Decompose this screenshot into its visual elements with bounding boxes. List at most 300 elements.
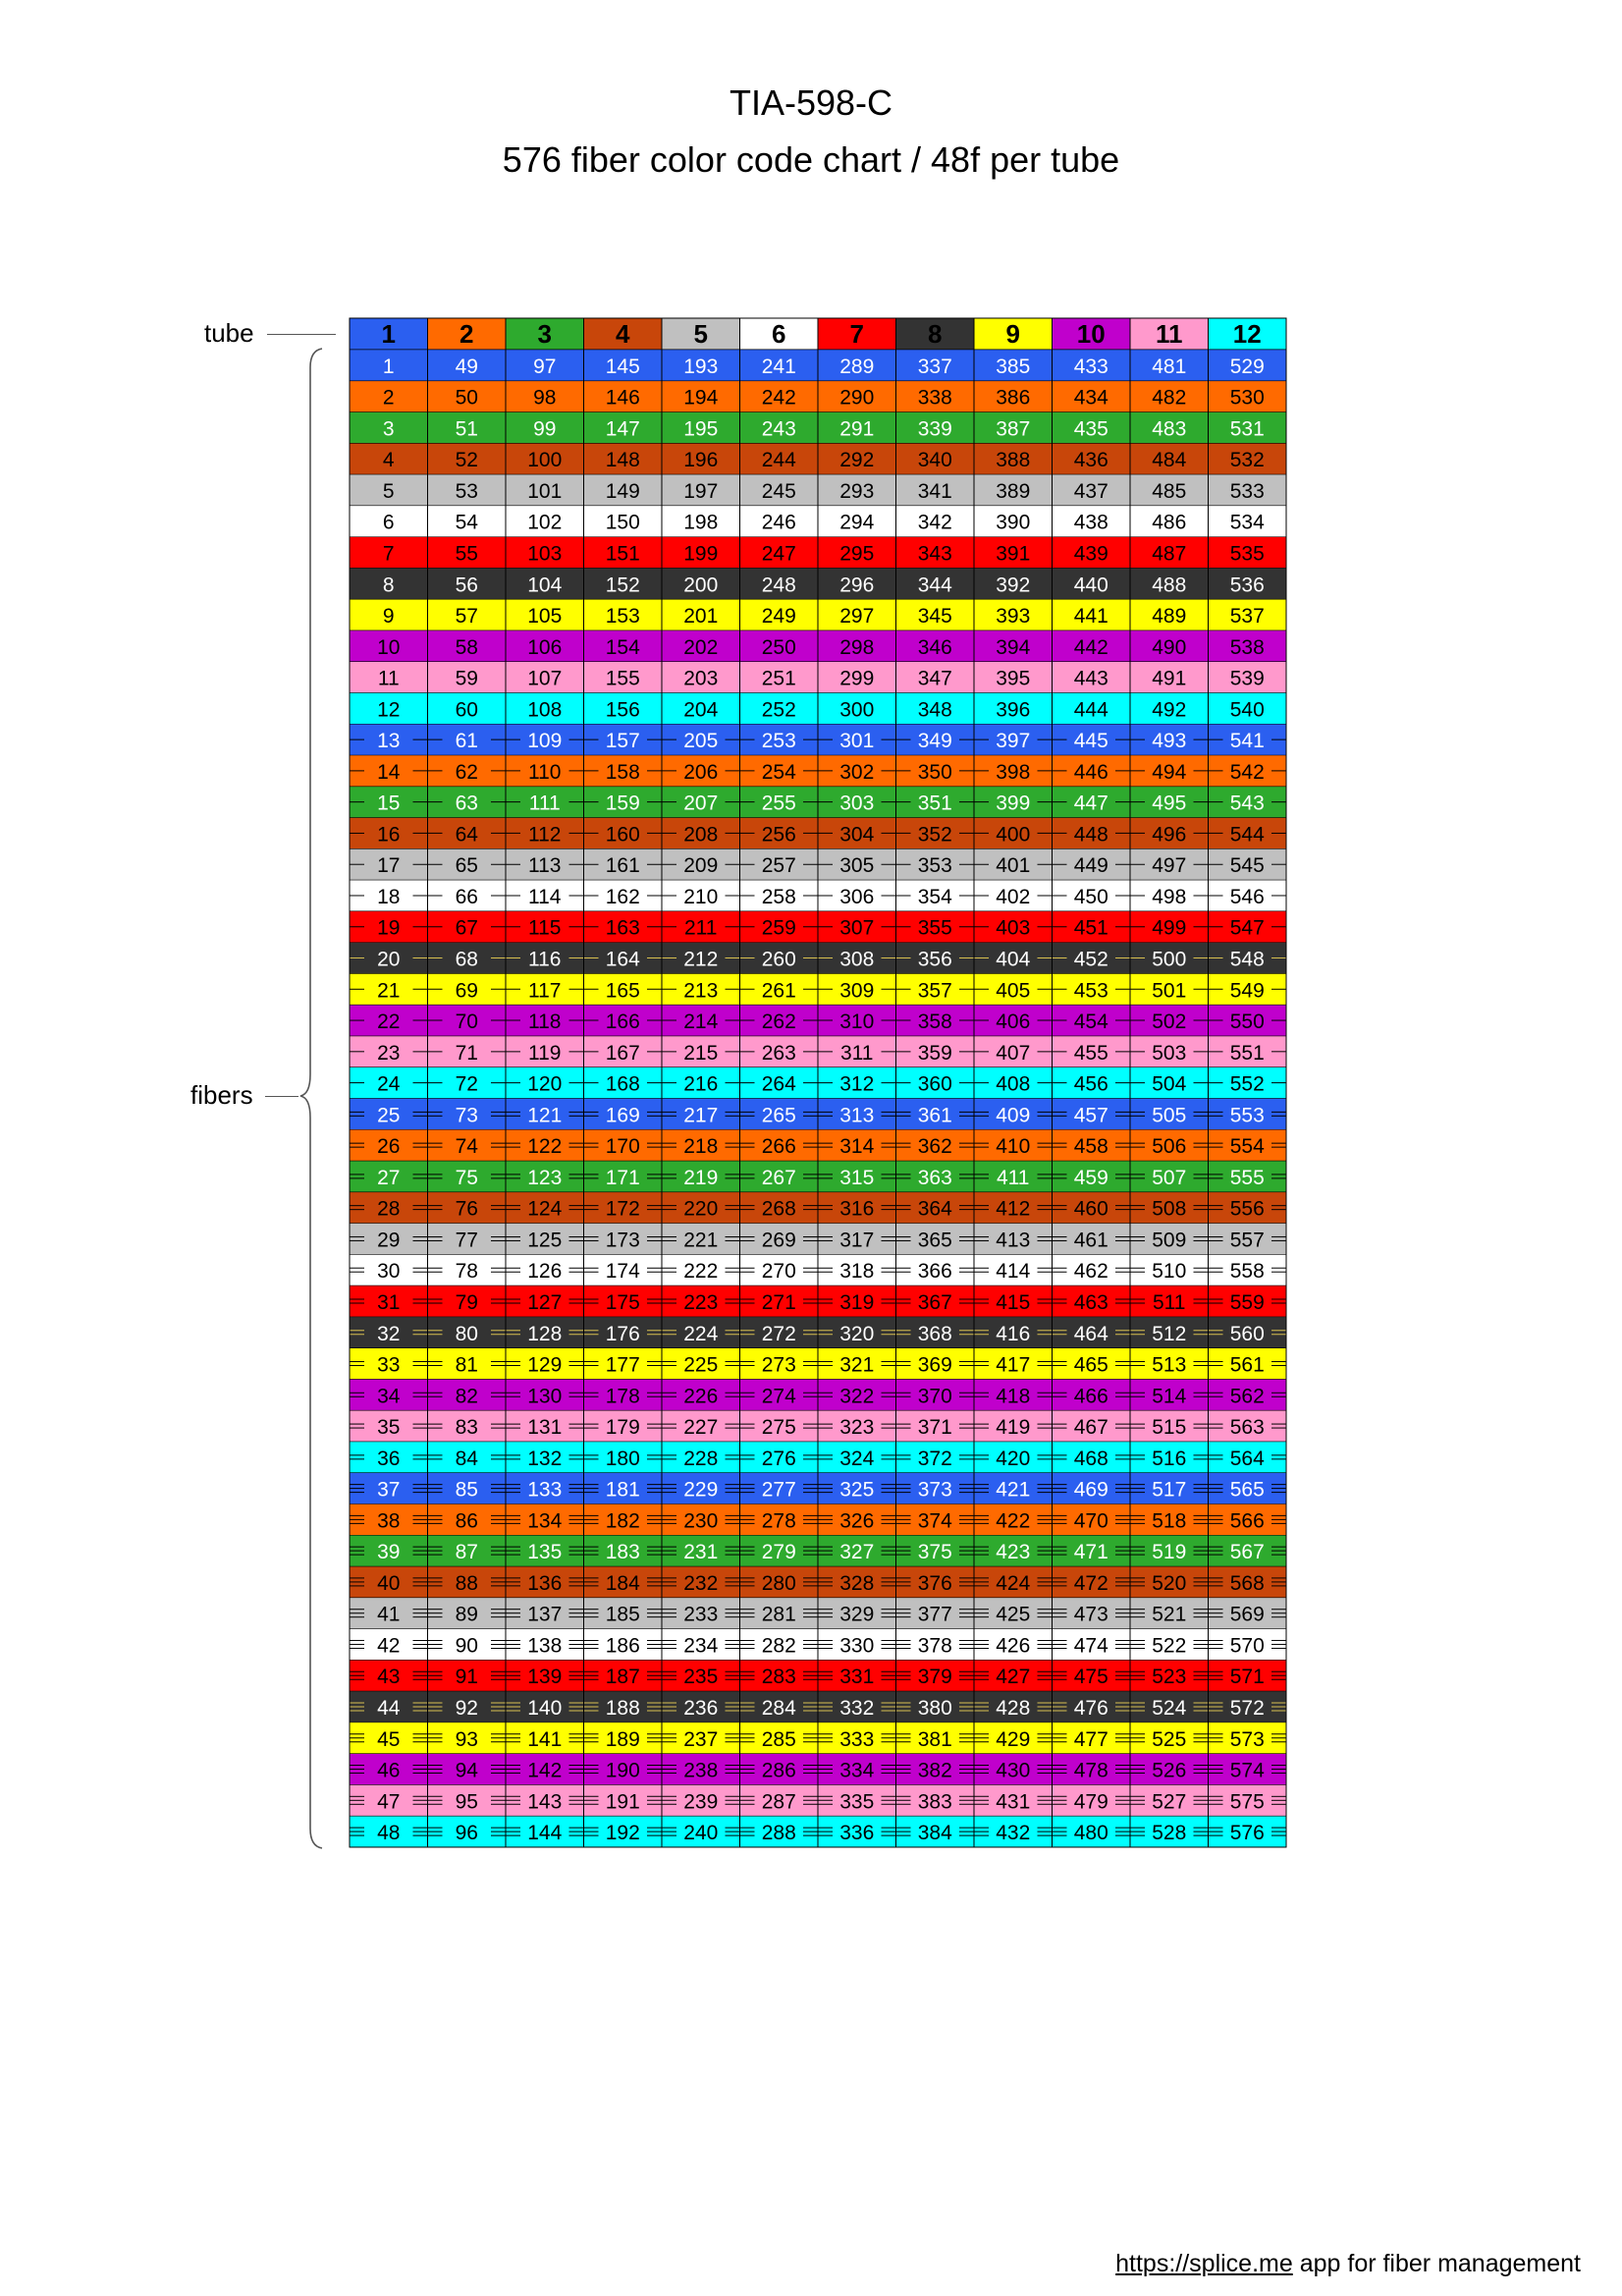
fiber-number: 444 xyxy=(1073,698,1108,722)
tube-number: 6 xyxy=(772,319,786,349)
fiber-number: 81 xyxy=(455,1353,478,1377)
fiber-number: 117 xyxy=(528,979,562,1003)
tube-number: 1 xyxy=(381,319,396,349)
fiber-number: 359 xyxy=(917,1041,952,1065)
fiber-number: 513 xyxy=(1152,1353,1187,1377)
fiber-number: 300 xyxy=(839,698,875,722)
fiber-number: 501 xyxy=(1152,979,1187,1003)
fiber-number: 186 xyxy=(605,1634,640,1658)
fiber-number: 305 xyxy=(839,854,875,878)
fiber-number: 203 xyxy=(683,667,719,690)
fiber-number: 285 xyxy=(761,1727,796,1751)
fiber-number: 352 xyxy=(917,823,952,847)
fiber-number: 76 xyxy=(455,1197,478,1221)
fiber-number: 82 xyxy=(455,1385,478,1408)
fiber-number: 334 xyxy=(839,1759,875,1782)
fiber-number: 482 xyxy=(1152,386,1187,410)
fiber-number: 42 xyxy=(377,1634,401,1658)
tube-number: 10 xyxy=(1076,319,1106,349)
fiber-number: 478 xyxy=(1073,1759,1108,1782)
fiber-number: 374 xyxy=(917,1509,952,1533)
fiber-number: 439 xyxy=(1073,542,1108,566)
fiber-number: 200 xyxy=(683,574,719,597)
fiber-number: 60 xyxy=(455,698,478,722)
fiber-number: 41 xyxy=(377,1603,401,1626)
fiber-number: 74 xyxy=(455,1135,478,1159)
fiber-number: 244 xyxy=(761,449,796,472)
fiber-number: 155 xyxy=(605,667,640,690)
fiber-number: 386 xyxy=(996,386,1031,410)
fiber-number: 53 xyxy=(455,479,478,503)
fiber-number: 193 xyxy=(683,355,719,378)
fiber-number: 209 xyxy=(683,854,719,878)
footer-link[interactable]: https://splice.me xyxy=(1115,2250,1293,2277)
fiber-number: 467 xyxy=(1073,1416,1108,1440)
fiber-number: 139 xyxy=(527,1666,563,1689)
fiber-number: 494 xyxy=(1152,760,1187,784)
fiber-number: 544 xyxy=(1229,823,1265,847)
fiber-number: 149 xyxy=(605,479,640,503)
fiber-number: 293 xyxy=(839,479,875,503)
fiber-number: 54 xyxy=(455,511,478,534)
fiber-number: 119 xyxy=(528,1041,562,1065)
fiber-number: 566 xyxy=(1229,1509,1265,1533)
fiber-number: 282 xyxy=(761,1634,796,1658)
fiber-number: 408 xyxy=(996,1072,1031,1096)
fiber-number: 204 xyxy=(683,698,719,722)
fiber-number: 1 xyxy=(382,355,395,378)
fiber-number: 372 xyxy=(917,1447,952,1470)
fiber-number: 98 xyxy=(533,386,557,410)
fiber-number: 410 xyxy=(996,1135,1031,1159)
fiber-number: 460 xyxy=(1073,1197,1108,1221)
fibers-leader-line xyxy=(265,1096,298,1097)
fiber-number: 133 xyxy=(527,1478,563,1502)
fiber-number: 170 xyxy=(605,1135,640,1159)
fiber-number: 171 xyxy=(605,1166,640,1189)
fiber-number: 249 xyxy=(761,605,796,629)
fiber-number: 349 xyxy=(917,730,952,753)
fiber-number: 315 xyxy=(839,1166,875,1189)
fiber-number: 242 xyxy=(761,386,796,410)
fiber-number: 259 xyxy=(761,916,796,940)
fiber-number: 527 xyxy=(1152,1790,1187,1814)
fiber-number: 216 xyxy=(683,1072,719,1096)
fiber-number: 388 xyxy=(996,449,1031,472)
fiber-number: 56 xyxy=(455,574,478,597)
fiber-number: 304 xyxy=(839,823,875,847)
fibers-label: fibers xyxy=(190,1080,253,1110)
fiber-number: 434 xyxy=(1073,386,1108,410)
fiber-number: 405 xyxy=(996,979,1031,1003)
fiber-number: 239 xyxy=(683,1790,719,1814)
fiber-number: 89 xyxy=(455,1603,478,1626)
fiber-number: 448 xyxy=(1073,823,1108,847)
fiber-number: 521 xyxy=(1152,1603,1187,1626)
fiber-number: 288 xyxy=(761,1822,796,1845)
fiber-number: 400 xyxy=(996,823,1031,847)
fibers-brace xyxy=(295,348,324,1850)
fiber-number: 453 xyxy=(1073,979,1108,1003)
fiber-number: 128 xyxy=(527,1322,563,1345)
fiber-number: 40 xyxy=(377,1571,401,1595)
fiber-number: 163 xyxy=(605,916,640,940)
fiber-number: 545 xyxy=(1229,854,1265,878)
fiber-number: 156 xyxy=(605,698,640,722)
fiber-number: 339 xyxy=(917,417,952,441)
fiber-number: 69 xyxy=(455,979,478,1003)
fiber-number: 112 xyxy=(528,823,562,847)
fiber-number: 188 xyxy=(605,1696,640,1720)
fiber-number: 557 xyxy=(1229,1229,1265,1252)
fiber-number: 560 xyxy=(1229,1322,1265,1345)
fiber-number: 412 xyxy=(996,1197,1031,1221)
fiber-number: 336 xyxy=(839,1822,875,1845)
fiber-number: 262 xyxy=(761,1011,796,1034)
fiber-number: 110 xyxy=(528,760,562,784)
fiber-number: 18 xyxy=(377,885,401,908)
fiber-number: 387 xyxy=(996,417,1031,441)
fiber-number: 121 xyxy=(527,1104,563,1127)
fiber-number: 504 xyxy=(1152,1072,1187,1096)
fiber-number: 236 xyxy=(683,1696,719,1720)
fiber-number: 569 xyxy=(1229,1603,1265,1626)
fiber-number: 307 xyxy=(839,916,875,940)
fiber-number: 382 xyxy=(917,1759,952,1782)
fiber-number: 568 xyxy=(1229,1571,1265,1595)
fiber-number: 357 xyxy=(917,979,952,1003)
fiber-number: 113 xyxy=(528,854,562,878)
fiber-number: 340 xyxy=(917,449,952,472)
fiber-number: 220 xyxy=(683,1197,719,1221)
fiber-number: 508 xyxy=(1152,1197,1187,1221)
fiber-number: 514 xyxy=(1152,1385,1187,1408)
fiber-number: 510 xyxy=(1152,1260,1187,1284)
fiber-number: 351 xyxy=(917,792,952,815)
fiber-number: 8 xyxy=(382,574,395,597)
fiber-number: 555 xyxy=(1229,1166,1265,1189)
fiber-number: 558 xyxy=(1229,1260,1265,1284)
fiber-number: 77 xyxy=(455,1229,478,1252)
fiber-number: 104 xyxy=(527,574,563,597)
fiber-number: 500 xyxy=(1152,948,1187,971)
fiber-number: 486 xyxy=(1152,511,1187,534)
fiber-number: 424 xyxy=(996,1571,1031,1595)
fiber-number: 389 xyxy=(996,479,1031,503)
fiber-number: 489 xyxy=(1152,605,1187,629)
fiber-number: 481 xyxy=(1152,355,1187,378)
fiber-number: 192 xyxy=(605,1822,640,1845)
fiber-number: 464 xyxy=(1073,1322,1108,1345)
fiber-number: 131 xyxy=(527,1416,563,1440)
fiber-number: 418 xyxy=(996,1385,1031,1408)
fiber-number: 105 xyxy=(527,605,563,629)
fiber-number: 37 xyxy=(377,1478,401,1502)
fiber-number: 574 xyxy=(1229,1759,1265,1782)
fiber-number: 396 xyxy=(996,698,1031,722)
fiber-number: 26 xyxy=(377,1135,401,1159)
fiber-number: 309 xyxy=(839,979,875,1003)
fiber-number: 48 xyxy=(377,1822,401,1845)
fiber-number: 6 xyxy=(382,511,395,534)
fiber-number: 341 xyxy=(917,479,952,503)
fiber-number: 438 xyxy=(1073,511,1108,534)
fiber-number: 541 xyxy=(1229,730,1265,753)
fiber-number: 250 xyxy=(761,635,796,659)
fiber-number: 211 xyxy=(684,916,718,940)
fiber-number: 563 xyxy=(1229,1416,1265,1440)
fiber-number: 308 xyxy=(839,948,875,971)
page-subtitle: 576 fiber color code chart / 48f per tube xyxy=(502,139,1120,180)
fiber-number: 191 xyxy=(605,1790,640,1814)
fiber-number: 446 xyxy=(1073,760,1108,784)
fiber-number: 141 xyxy=(527,1727,563,1751)
fiber-number: 23 xyxy=(377,1041,401,1065)
fiber-number: 296 xyxy=(839,574,875,597)
fiber-number: 496 xyxy=(1152,823,1187,847)
fiber-number: 145 xyxy=(605,355,640,378)
fiber-number: 253 xyxy=(761,730,796,753)
fiber-number: 162 xyxy=(605,885,640,908)
fiber-number: 196 xyxy=(683,449,719,472)
fiber-number: 456 xyxy=(1073,1072,1108,1096)
fiber-number: 384 xyxy=(917,1822,952,1845)
fiber-number: 66 xyxy=(455,885,478,908)
fiber-number: 290 xyxy=(839,386,875,410)
fiber-number: 108 xyxy=(527,698,563,722)
fiber-number: 222 xyxy=(683,1260,719,1284)
fiber-number: 100 xyxy=(527,449,563,472)
fiber-number: 215 xyxy=(683,1041,719,1065)
fiber-number: 2 xyxy=(382,386,395,410)
fiber-number: 428 xyxy=(996,1696,1031,1720)
fiber-number: 17 xyxy=(377,854,401,878)
fiber-number: 166 xyxy=(605,1011,640,1034)
fiber-number: 157 xyxy=(605,730,640,753)
fiber-number: 45 xyxy=(377,1727,401,1751)
fiber-number: 32 xyxy=(377,1322,401,1345)
fiber-number: 150 xyxy=(605,511,640,534)
fiber-number: 58 xyxy=(455,635,478,659)
fiber-number: 463 xyxy=(1073,1290,1108,1314)
fiber-number: 178 xyxy=(605,1385,640,1408)
fiber-number: 409 xyxy=(996,1104,1031,1127)
fiber-number: 176 xyxy=(605,1322,640,1345)
fiber-number: 347 xyxy=(917,667,952,690)
fiber-number: 195 xyxy=(683,417,719,441)
fiber-number: 276 xyxy=(761,1447,796,1470)
fiber-number: 208 xyxy=(683,823,719,847)
fiber-number: 161 xyxy=(605,854,640,878)
fiber-number: 65 xyxy=(455,854,478,878)
fiber-number: 416 xyxy=(996,1322,1031,1345)
fiber-number: 179 xyxy=(605,1416,640,1440)
fiber-number: 361 xyxy=(917,1104,952,1127)
fiber-number: 180 xyxy=(605,1447,640,1470)
fiber-number: 435 xyxy=(1073,417,1108,441)
fiber-number: 483 xyxy=(1152,417,1187,441)
fiber-number: 523 xyxy=(1152,1666,1187,1689)
fiber-number: 526 xyxy=(1152,1759,1187,1782)
fiber-number: 134 xyxy=(527,1509,563,1533)
fiber-number: 201 xyxy=(683,605,719,629)
fiber-number: 102 xyxy=(527,511,563,534)
fiber-number: 519 xyxy=(1152,1541,1187,1564)
fiber-number: 471 xyxy=(1073,1541,1108,1564)
fiber-number: 103 xyxy=(527,542,563,566)
fiber-number: 368 xyxy=(917,1322,952,1345)
fiber-number: 164 xyxy=(605,948,640,971)
fiber-number: 143 xyxy=(527,1790,563,1814)
fiber-number: 194 xyxy=(683,386,719,410)
fiber-number: 572 xyxy=(1229,1696,1265,1720)
fiber-number: 312 xyxy=(839,1072,875,1096)
fiber-number: 350 xyxy=(917,760,952,784)
fiber-number: 524 xyxy=(1152,1696,1187,1720)
fiber-number: 115 xyxy=(528,916,562,940)
fiber-number: 85 xyxy=(455,1478,478,1502)
fiber-number: 270 xyxy=(761,1260,796,1284)
fiber-number: 120 xyxy=(527,1072,563,1096)
page-title: TIA-598-C xyxy=(729,82,893,123)
fiber-number: 49 xyxy=(455,355,478,378)
fiber-number: 230 xyxy=(683,1509,719,1533)
fiber-number: 346 xyxy=(917,635,952,659)
fiber-number: 520 xyxy=(1152,1571,1187,1595)
fiber-number: 394 xyxy=(996,635,1031,659)
fiber-number: 12 xyxy=(377,698,401,722)
fiber-number: 30 xyxy=(377,1260,401,1284)
fiber-number: 344 xyxy=(917,574,952,597)
fiber-number: 232 xyxy=(683,1571,719,1595)
fiber-number: 130 xyxy=(527,1385,563,1408)
fiber-number: 330 xyxy=(839,1634,875,1658)
fiber-number: 353 xyxy=(917,854,952,878)
fiber-number: 454 xyxy=(1073,1011,1108,1034)
fiber-number: 433 xyxy=(1073,355,1108,378)
fiber-number: 84 xyxy=(455,1447,478,1470)
fiber-number: 442 xyxy=(1073,635,1108,659)
fiber-number: 469 xyxy=(1073,1478,1108,1502)
fiber-number: 248 xyxy=(761,574,796,597)
fiber-number: 484 xyxy=(1152,449,1187,472)
fiber-number: 116 xyxy=(528,948,562,971)
fiber-number: 539 xyxy=(1229,667,1265,690)
fiber-number: 490 xyxy=(1152,635,1187,659)
fiber-number: 138 xyxy=(527,1634,563,1658)
fiber-number: 92 xyxy=(455,1696,478,1720)
fiber-number: 72 xyxy=(455,1072,478,1096)
fiber-number: 68 xyxy=(455,948,478,971)
fiber-number: 517 xyxy=(1152,1478,1187,1502)
fiber-number: 148 xyxy=(605,449,640,472)
fiber-number: 146 xyxy=(605,386,640,410)
fiber-number: 465 xyxy=(1073,1353,1108,1377)
fiber-number: 419 xyxy=(996,1416,1031,1440)
tube-number: 5 xyxy=(693,319,708,349)
tube-number: 3 xyxy=(537,319,552,349)
fiber-number: 78 xyxy=(455,1260,478,1284)
fiber-number: 91 xyxy=(455,1666,478,1689)
fiber-number: 122 xyxy=(527,1135,563,1159)
fiber-number: 485 xyxy=(1152,479,1187,503)
fiber-number: 575 xyxy=(1229,1790,1265,1814)
fiber-number: 411 xyxy=(997,1166,1030,1189)
tube-number: 4 xyxy=(616,319,630,349)
fiber-number: 233 xyxy=(683,1603,719,1626)
fiber-number: 354 xyxy=(917,885,952,908)
fiber-number: 369 xyxy=(917,1353,952,1377)
fiber-number: 432 xyxy=(996,1822,1031,1845)
fiber-number: 343 xyxy=(917,542,952,566)
fiber-number: 75 xyxy=(455,1166,478,1189)
fiber-number: 227 xyxy=(683,1416,719,1440)
fiber-number: 22 xyxy=(377,1011,401,1034)
fiber-number: 231 xyxy=(683,1541,719,1564)
fiber-number: 137 xyxy=(527,1603,563,1626)
fiber-number: 39 xyxy=(377,1541,401,1564)
fiber-number: 96 xyxy=(455,1822,478,1845)
fiber-number: 392 xyxy=(996,574,1031,597)
fiber-number: 449 xyxy=(1073,854,1108,878)
fiber-number: 189 xyxy=(605,1727,640,1751)
fiber-number: 256 xyxy=(761,823,796,847)
fiber-number: 512 xyxy=(1152,1322,1187,1345)
fiber-number: 9 xyxy=(382,605,395,629)
fiber-number: 287 xyxy=(761,1790,796,1814)
fiber-number: 393 xyxy=(996,605,1031,629)
fiber-number: 73 xyxy=(455,1104,478,1127)
fiber-number: 15 xyxy=(377,792,401,815)
fiber-number: 124 xyxy=(527,1197,563,1221)
fiber-number: 243 xyxy=(761,417,796,441)
fiber-number: 183 xyxy=(605,1541,640,1564)
fiber-number: 111 xyxy=(528,792,561,815)
fiber-number: 549 xyxy=(1229,979,1265,1003)
fiber-number: 294 xyxy=(839,511,875,534)
fiber-number: 83 xyxy=(455,1416,478,1440)
fiber-number: 267 xyxy=(761,1166,796,1189)
fiber-number: 286 xyxy=(761,1759,796,1782)
fiber-number: 564 xyxy=(1229,1447,1265,1470)
fiber-number: 537 xyxy=(1229,605,1265,629)
fiber-number: 283 xyxy=(761,1666,796,1689)
fiber-number: 29 xyxy=(377,1229,401,1252)
fiber-number: 223 xyxy=(683,1290,719,1314)
fiber-number: 254 xyxy=(761,760,796,784)
fiber-number: 207 xyxy=(683,792,719,815)
fiber-number: 468 xyxy=(1073,1447,1108,1470)
fiber-number: 198 xyxy=(683,511,719,534)
fiber-number: 338 xyxy=(917,386,952,410)
fiber-number: 390 xyxy=(996,511,1031,534)
fiber-number: 79 xyxy=(455,1290,478,1314)
fiber-number: 47 xyxy=(377,1790,401,1814)
fiber-number: 67 xyxy=(455,916,478,940)
fiber-number: 391 xyxy=(996,542,1031,566)
fiber-number: 94 xyxy=(455,1759,478,1782)
fiber-number: 376 xyxy=(917,1571,952,1595)
tube-number: 12 xyxy=(1232,319,1262,349)
fiber-number: 366 xyxy=(917,1260,952,1284)
fiber-number: 364 xyxy=(917,1197,952,1221)
fiber-number: 477 xyxy=(1073,1727,1108,1751)
fiber-number: 218 xyxy=(683,1135,719,1159)
fiber-number: 252 xyxy=(761,698,796,722)
fiber-number: 278 xyxy=(761,1509,796,1533)
fiber-number: 431 xyxy=(996,1790,1031,1814)
fiber-number: 20 xyxy=(377,948,401,971)
